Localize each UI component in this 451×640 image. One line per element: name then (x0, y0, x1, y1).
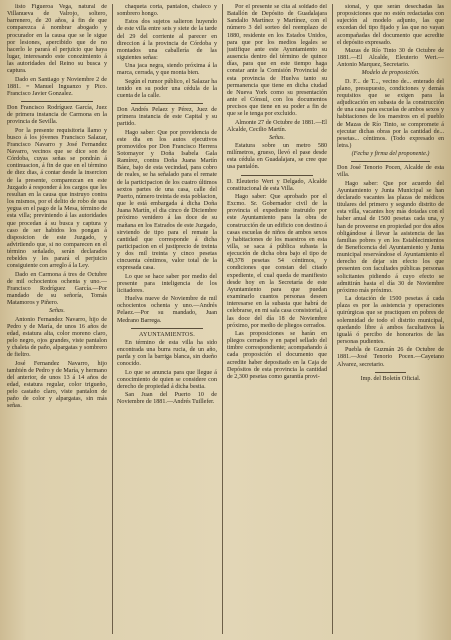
paragraph: sional, y que serán desechadas las proposiciones que no estén redactadas con sujeción al modelo adjunto, las que excedan del tipo fijado y las que no vayan acompañadas del documento que acredite el depósito expresado. (337, 4, 444, 46)
text-column-4 (337, 4, 444, 636)
section-heading: AYUNTAMIENTOS. (139, 331, 195, 338)
section-rule (241, 175, 313, 176)
section-heading: Imp. del Boletín Oficial. (360, 375, 421, 382)
text-column-1 (7, 4, 107, 636)
paragraph: Don José Tenorio Pocen, Alcalde de esta villa. (337, 165, 444, 179)
section-rule (375, 372, 406, 373)
paragraph: José Fernandez Navarro, hijo también de Pedro y de María, y hermano del anterior, de unos 13 á 14 años de edad, estatura regular, color trigueño, pelo castaño claro, viste pantalon de paño de color y alpargatas, sin más señas. (7, 360, 107, 410)
paragraph: Hago saber: Que aprobado por el Excmo. Sr. Gobernador civil de la provincia el expediente instruido por este Ayuntamiento para la obra de construcción de un edificio con destino á casas escuelas de niños de ambos sexos y habitaciones de los maestros en esta villa, se saca á pública subasta la ejecución de dicha obra bajo el tipo de 40,378 pesetas 54 céntimos, y condiciones que constan del citado expediente, el cual queda de manifiesto desde hoy en la Secretaría de este Ayuntamiento para que puedan examinarlo cuantos personas deseen interesarse en la subasta que habrá de celebrarse, en mi sala casa consistorial, á las doce del día 18 de Noviembre próximo, por medio de pliegos cerrados. (227, 193, 327, 329)
paragraph: Lo que se hace saber por medio del presente para inteligencia de los licitadores. (117, 273, 217, 294)
paragraph: San Juan del Puerto 10 de Noviembre de 1881.—Andrés Tuillefer. (117, 391, 217, 406)
paragraph: Don Andrés Pelaez y Pérez, Juez de primera instancia de este Capital y su partido. (117, 107, 217, 128)
section-rule (131, 103, 203, 104)
section-rule (21, 101, 93, 102)
paragraph: Lo que se anuncia para que llegue á conocimiento de quien se considere con derecho de propiedad á dicha bestia. (117, 369, 217, 390)
paragraph: Una jaca negra, siendo próxima á la marca, cerrada, y que monta bien. (117, 63, 217, 77)
paragraph: Don Francisco Rodríguez García, Juez de primera instancia de Carmona en la provincia de Sevilla. (7, 105, 107, 126)
paragraph: Por el presente se cita al soldado del Batallón de Depósito de Guadalajara Sandalio Martínez y Martínez, con el número 3 del sorteo del reemplazo de 1880, residente en los Estados Unidos, para que por los medios legales se justifique ante este Ayuntamiento su ausencia dentro del término de quince días, para que en este tiempo haga constar ante la Comisión Provincial de esta provincia de Huelva tanto su permanencia que tiene en dicha ciudad de Nueva York como su presentación ante el Cónsul, con los documentos precisos que tiene en su poder a fin de que se le tenga por excluido. (227, 4, 327, 118)
column-divider (332, 4, 333, 634)
text-column-2 (117, 4, 217, 636)
paragraph: Antonio Fernandez Navarro, hijo de Pedro y de María, de unos 16 años de edad, estatura alta, color moreno claro, pelo negro, ojos grandes, viste pantalon y chaleta de paño, alpargatas y sombrero de fieltro. (7, 316, 107, 359)
paragraph: La dotación de 1500 pesetas á cada plaza es por la asistencia y operaciones quirúrgicas que se practiquen en pobres de solemnidad de todo el distrito municipal, quedando libre á ambos facultativos la igualá ó percibo de honorarios de las personas pudientes. (337, 296, 444, 346)
paragraph: Dado en Santiago y Noviembre 2 de 1881. = Manuel Inguanzo y Pico. Francisco Javier Gonzalez. (7, 76, 107, 97)
paragraph: Según el rumor público, el Salazar ha tenido en su poder una cédula de la cuenta de la calle. (117, 78, 217, 99)
paragraph: Almonte 27 de Octubre de 1881.—El Alcalde, Cecilio Martín. (227, 119, 327, 133)
paragraph: En término de esta villa ha sido encontrada una burra rucia, de un año, parda y con la barriga blanca, sin dueño conocido. (117, 339, 217, 368)
paragraph: Estos dos sujetos salieron huyendo de este villa entre seis y siete de la tarde del 29 del corriente al parecer en direccion á la provincia de Córdoba y montados una caballería de las siguientes señas: (117, 19, 217, 62)
paragraph: Mazas de Río Tinto 30 de Octubre de 1881.—El Alcalde, Eleuterio Wert.—Antonio Marquez, Secretario. (337, 47, 444, 69)
text-column-3 (227, 4, 327, 636)
paragraph: Las proposiciones se harán en pliegos cerrados y en papel sellado del timbre correspondiente; acompañando á cada proposición el documento que acredite haber depositado en la Caja de Depósitos de esta provincia la cantidad de 2,300 pesetas como garantía provi- (227, 330, 327, 380)
paragraph: Dado en Carmona á tres de Octubre de mil ochocientos ochenta y uno.—Francisco Rodríguez García.—Por mandado de su señoría, Tomás Matamoros y Piñero. (7, 271, 107, 307)
column-divider (112, 4, 113, 634)
paragraph: Estatura sobre un metro 580 milímetros, grueso, llevó el pase desde esta cédula en Guadalajara, se cree que usa pantalón. (227, 142, 327, 171)
section-rule (351, 161, 430, 162)
column-divider (222, 4, 223, 634)
paragraph: Huelva nueve de Noviembre de mil ochocientos ochenta y uno.—Andrés Pelaez.—Por su mandado, Juan Medrano Barrega. (117, 296, 217, 324)
section-heading: Señas. (49, 308, 65, 315)
paragraph: listo Figueroa Vega, natural de Villanueva de Valrojo, soltero, barrenero, de 20 años, á fin de que comparezca á nombrar abogado y procurador en la causa que se le sigue por lesiones, apercibido que de no hacerlo le parará el perjuicio que haya lugar, interesando este conozimiento á las autoridades del Reino su busca y captura. (7, 4, 107, 75)
paragraph: Por la presente requisitoria llamo y busco á los jóvenes Francisco Salazar, Francisco Navarro y José Fernandez Navarro, vecinos que se dice son de Córdoba, cuyas señas se pondrán á continuacion, á fin de que en el término de diez dias, á contar desde la insercion de la presente, comparezcan en este Juzgado á responder á los cargos que les resultan en la causa que instruyo contra los mismos, por el delito de robo de una yegua en el pago de la Mesa, término de esta villa; previniendo á las autoridades que procedan á su busca y captura y caso de ser habidos los pongan á disposicion de este Juzgado, y advirtiendo que, si no comparecen en el término señalado, serán declarados rebeldes y les parará el perjuicio consiguiente con arreglo á la Ley. (7, 127, 107, 270)
section-heading: Señas. (269, 134, 285, 141)
paragraph: Hago saber: Que por acuerdo del Ayuntamiento y Junta Municipal se han declarado vacantes las plazas de médicos titulares del primero y segundo distrito de esta villa, vacantes hoy más dotadas con el haber anual de 1500 pesetas cada una, y han de proveerse en propiedad por dos años obligándose á llevar la asistencia de las familias pobres y en los Establecimientos de Beneficencia del Ayuntamiento y Junta municipal reservándose el Ayuntamiento el derecho de dejar sin efecto los que presenten con facultades públicas personas solicitantes pidiendo á cuyo efecto se admitirán hasta el día 30 de Noviembre próximo más próximo. (337, 180, 444, 294)
paragraph: D. Eleuterio Wert y Delgado, Alcalde constitucional de esta Villa. (227, 178, 327, 192)
section-rule (131, 328, 203, 329)
section-heading: (Fecha y firma del proponente.) (351, 151, 430, 158)
paragraph: D. F... de T..., vecino de... enterado del plano, presupuesto, condiciones y demás requisitos que se exigen para la adjudicación en subasta de la construcción de una casa para escuelas de ambos sexos y habitaciones de los maestros en el pueblo de Mazas de Río Tinto, se compromete á ejecutar dichas obras por la cantidad de... pesetas... céntimos. (Todo expresado en letra.) (337, 78, 444, 149)
paragraph: Hago saber: Que por providencia de este dia en los autos ejecutivos promovidos por Don Francisco Herrera Sotomayor y Doña Isabela Gala Ramírez, contra Doña Juana Martín Báez, bajo de esta vecindad, para cobro de reales, se ha señalado para el remate de la participacion de los cuatro últimos sextos partes de una casa, calle del Puerto, número treinta de esta poblacion, que le está embargada á dicha Doña Juana Martín, el dia cinco de Diciembre próximo venidero á las doce de su mañana en los Estrados de este Juzgado, sirviendo de tipo para el remate la cantidad que corresponde á dicha participacion en el justiprecio de treinta y dos mil treinta y cinco pesetas cincuenta céntimos, valor total de la expresada casa. (117, 129, 217, 272)
section-heading: Modelo de proposición. (361, 70, 420, 77)
paragraph: chaqueta corta, pantalon, chaleco y sombrero hongo. (117, 4, 217, 18)
paragraph: Puebla de Guzmán 26 de Octubre de 1881.—José Tenorio Pocen.—Cayetano Alvarez, secretario. (337, 347, 444, 368)
